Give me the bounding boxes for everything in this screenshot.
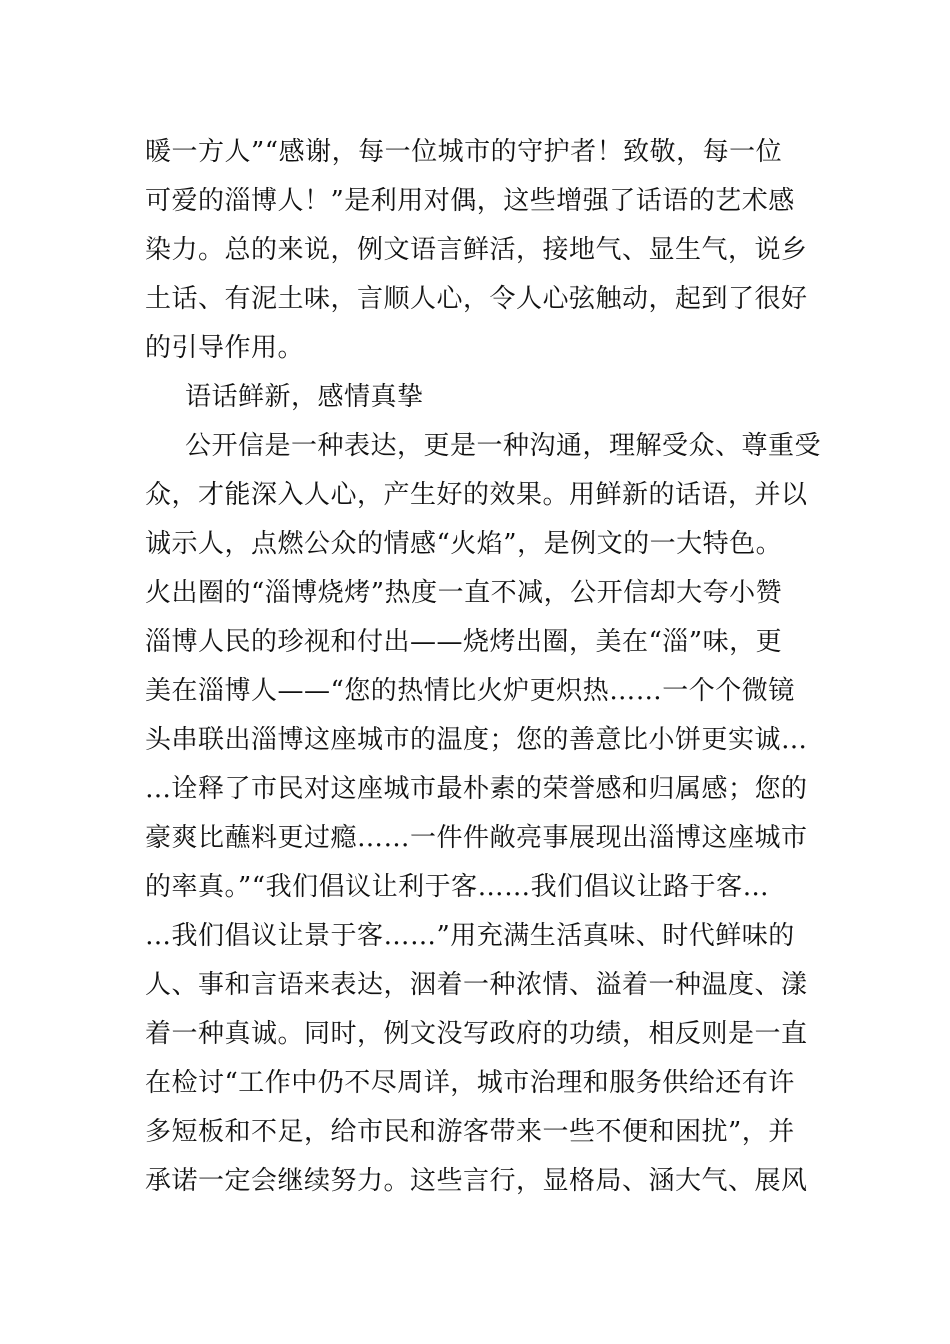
text-line: …我们倡议让景于客……”用充满生活真味、时代鲜味的	[145, 921, 795, 951]
text-line: 淄博人民的珍视和付出——烧烤出圈，美在“淄”味，更	[145, 627, 783, 657]
text-line: 在检讨“工作中仍不尽周详，城市治理和服务供给还有许	[145, 1068, 795, 1098]
text-line: 可爱的淄博人！”是利用对偶，这些增强了话语的艺术感	[145, 186, 795, 216]
text-line: 美在淄博人——“您的热情比火炉更炽热……一个个微镜	[145, 676, 795, 706]
text-line: 染力。总的来说，例文语言鲜活，接地气、显生气，说乡	[145, 235, 808, 265]
text-line: 豪爽比蘸料更过瘾……一件件敞亮事展现出淄博这座城市	[145, 823, 808, 853]
text-line: 火出圈的“淄博烧烤”热度一直不减，公开信却大夸小赞	[145, 578, 783, 608]
text-line: 众，才能深入人心，产生好的效果。用鲜新的话语，并以	[145, 480, 808, 510]
text-line: 公开信是一种表达，更是一种沟通，理解受众、尊重受	[185, 431, 822, 461]
text-line: 多短板和不足，给市民和游客带来一些不便和困扰”，并	[145, 1117, 795, 1147]
text-line: 的率真。”“我们倡议让利于客……我们倡议让路于客…	[145, 872, 770, 902]
section-heading: 语话鲜新，感情真挚	[185, 382, 424, 412]
text-line: 土话、有泥土味，言顺人心，令人心弦触动，起到了很好	[145, 284, 808, 314]
text-line: 承诺一定会继续努力。这些言行，显格局、涵大气、展风	[145, 1166, 808, 1196]
body-text	[145, 128, 822, 1206]
text-line: 暖一方人”“感谢，每一位城市的守护者！致敬，每一位	[145, 137, 783, 167]
text-line: 头串联出淄博这座城市的温度；您的善意比小饼更实诚…	[145, 725, 808, 755]
text-line: 人、事和言语来表达，洇着一种浓情、溢着一种温度、漾	[145, 970, 808, 1000]
text-line: 着一种真诚。同时，例文没写政府的功绩，相反则是一直	[145, 1019, 808, 1049]
text-line: …诠释了市民对这座城市最朴素的荣誉感和归属感；您的	[145, 774, 808, 804]
text-line: 的引导作用。	[145, 333, 305, 363]
text-line: 诚示人，点燃公众的情感“火焰”，是例文的一大特色。	[145, 529, 783, 559]
